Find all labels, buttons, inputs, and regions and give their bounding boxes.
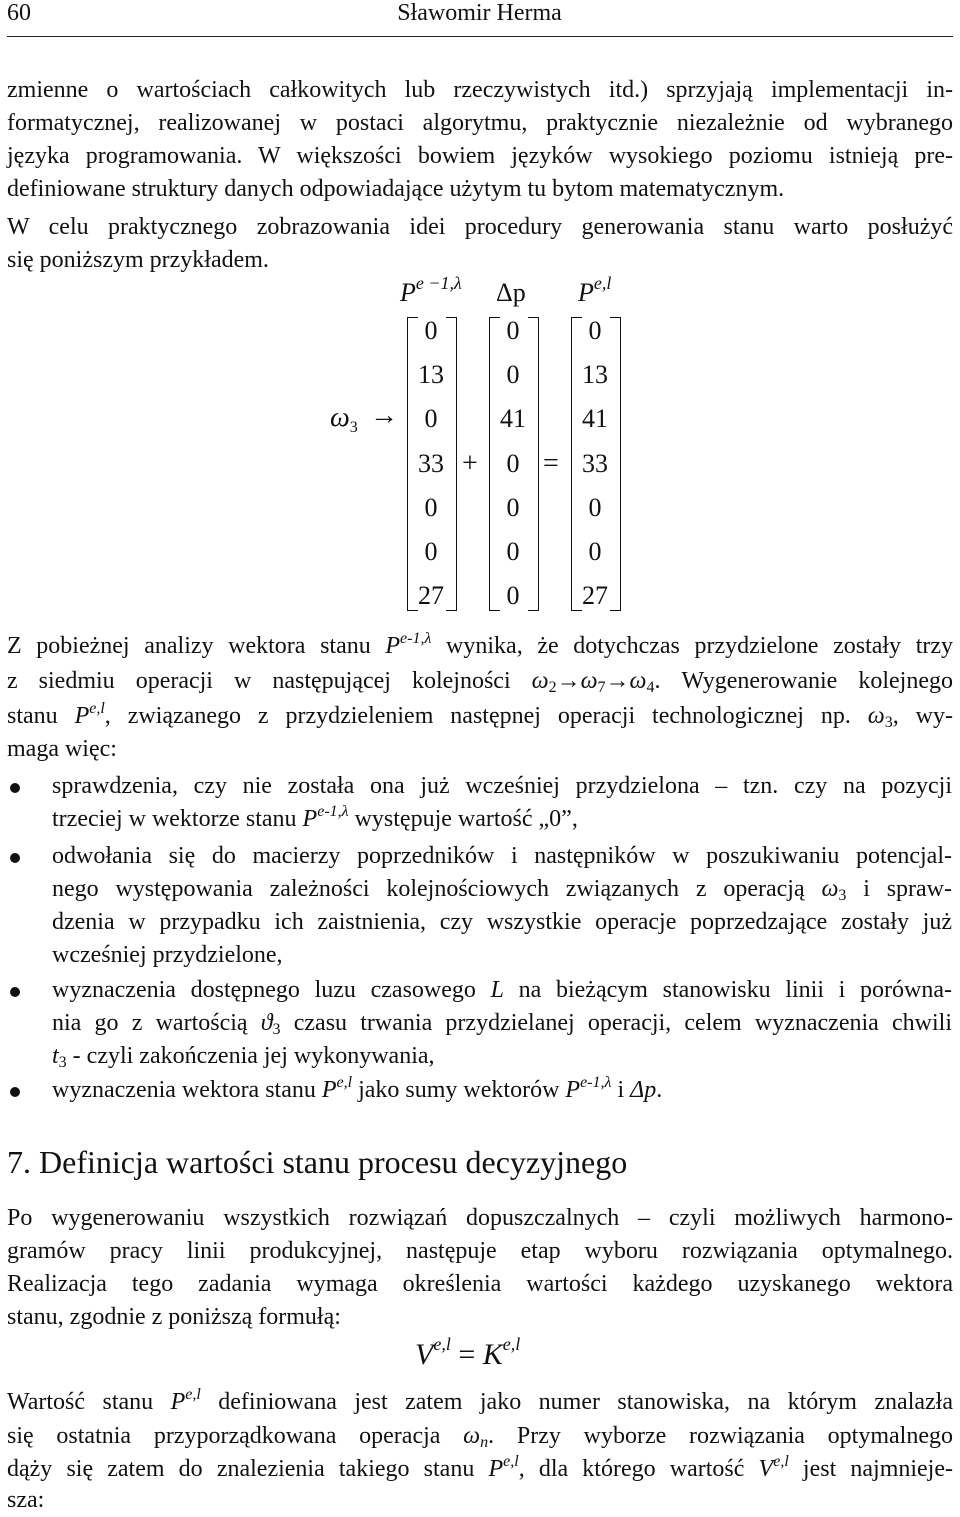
matrix-cell: 13 [418,360,444,389]
matrix-cell: 0 [506,493,520,522]
text-line: się ostatnia przyporządkowana operacja $\omega_n$. Przy wyborze rozwiązania optymalnego [7,1423,953,1451]
bullet-icon [10,853,20,863]
text-line: Realizacja tego zadania wymaga określenia wartości każdego uzyskanego wektora [7,1271,953,1297]
matrix-cell: 13 [582,360,608,389]
matrix-header-prev-state: $P^{e -1,\lambda}$ [400,273,462,307]
matrix-cell: 0 [588,316,602,345]
text-line: sza: [7,1487,45,1513]
bullet-icon [10,783,20,793]
matrix-header-delta: Δp [496,278,526,307]
matrix-cell: 0 [424,404,438,433]
text-line: stanu P$^{e,l}$, związanego z przydzieleniem następnej operacji technologicznej np. $\omega_3$, wy- [7,700,953,731]
value-formula: V$^{e,l}$ = K$^{e,l}$ [415,1334,521,1371]
matrix-cell: 27 [582,581,608,610]
matrix-cell: 33 [418,449,444,478]
list-item: odwołania się do macierzy poprzedników i następników w poszukiwaniu potencjal- [52,843,952,869]
section-heading: 7. Definicja wartości stanu procesu decyzyjnego [7,1144,628,1180]
matrix-cell: 0 [506,316,520,345]
list-item: nia go z wartością $ϑ_3$ czasu trwania przydzielanej operacji, celem wyznaczenia chwili [52,1010,952,1038]
text-line: się poniższym przykładem. [7,247,269,273]
matrix-cell: 0 [424,493,438,522]
list-item: wcześniej przydzielone, [52,942,283,968]
matrix-cell: 0 [424,537,438,566]
list-item: nego występowania zależności kolejnościowych związanych z operacją $\omega_3$ i spraw- [52,876,953,904]
list-item: wyznaczenia wektora stanu P$^{e,l}$ jako sumy wektorów $P^{e-1,\lambda}$ i Δp. [52,1074,663,1103]
text-line: definiowane struktury danych odpowiadające użytym tu bytom matematycznym. [7,176,785,202]
operation-omega-3: $\omega_3$ [330,402,358,436]
text-line: W celu praktycznego zobrazowania idei procedury generowania stanu warto posłużyć [7,214,953,240]
text-line: Z pobieżnej analizy wektora stanu $P^{e-1,\lambda}$ wynika, że dotychczas przydzielone zostały trzy [7,630,954,659]
matrix-cell: 41 [500,404,526,433]
matrix-example [0,268,960,618]
plus-sign: + [462,448,478,479]
header-rule [7,36,953,37]
matrix-cell: 0 [588,537,602,566]
bullet-icon [10,1087,20,1097]
list-item: $t_3$ - czyli zakończenia jej wykonywania, [52,1043,435,1071]
equals-sign: = [543,448,559,479]
list-item: wyznaczenia dostępnego luzu czasowego L na bieżącym stanowisku linii i porówna- [52,977,953,1003]
text-line: formatycznej, realizowanej w postaci algorytmu, praktycznie niezależnie od wybranego [7,110,953,136]
list-item: dzenia w przypadku ich zaistnienia, czy wszystkie operacje poprzedzające zostały już [52,909,952,935]
matrix-cell: 33 [582,449,608,478]
text-line: maga więc: [7,736,117,762]
page-header [7,0,952,34]
list-item: trzeciej w wektorze stanu $P^{e-1,\lambda}$ występuje wartość „0”, [52,803,578,832]
running-author: Sławomir Herma [397,0,562,26]
text-line: Po wygenerowaniu wszystkich rozwiązań dopuszczalnych – czyli możliwych harmono- [7,1205,953,1231]
matrix-cell: 0 [506,449,520,478]
matrix-cell: 27 [418,581,444,610]
matrix-cell: 0 [506,537,520,566]
text-line: z siedmiu operacji w następującej kolejności $\omega_2\to\omega_7\to\omega_4$. Wygenerowanie kolejnego [7,668,953,696]
text-line: dąży się zatem do znalezienia takiego stanu P$^{e,l}$, dla którego wartość V$^{e,l}$ jest najmnieje- [7,1453,953,1482]
matrix-cell: 0 [424,316,438,345]
text-line: zmienne o wartościach całkowitych lub rzeczywistych itd.) sprzyjają implementacji in- [7,77,953,103]
text-line: języka programowania. W większości bowiem języków wysokiego poziomu istnieją pre- [7,143,953,169]
list-item: sprawdzenia, czy nie została ona już wcześniej przydzielona – tzn. czy na pozycji [52,773,952,799]
page-number: 60 [7,0,31,26]
bullet-icon [10,987,20,997]
text-line: gramów pracy linii produkcyjnej, następuje etap wyboru rozwiązania optymalnego. [7,1238,953,1264]
text-line: stanu, zgodnie z poniższą formułą: [7,1304,341,1330]
matrix-cell: 41 [582,404,608,433]
text-line: Wartość stanu P$^{e,l}$ definiowana jest zatem jako numer stanowiska, na którym znalazła [7,1386,953,1415]
arrow-icon: → [370,400,398,431]
matrix-cell: 0 [506,360,520,389]
matrix-cell: 0 [588,493,602,522]
matrix-cell: 0 [506,581,520,610]
matrix-header-new-state: P$^{e,l}$ [578,273,612,307]
